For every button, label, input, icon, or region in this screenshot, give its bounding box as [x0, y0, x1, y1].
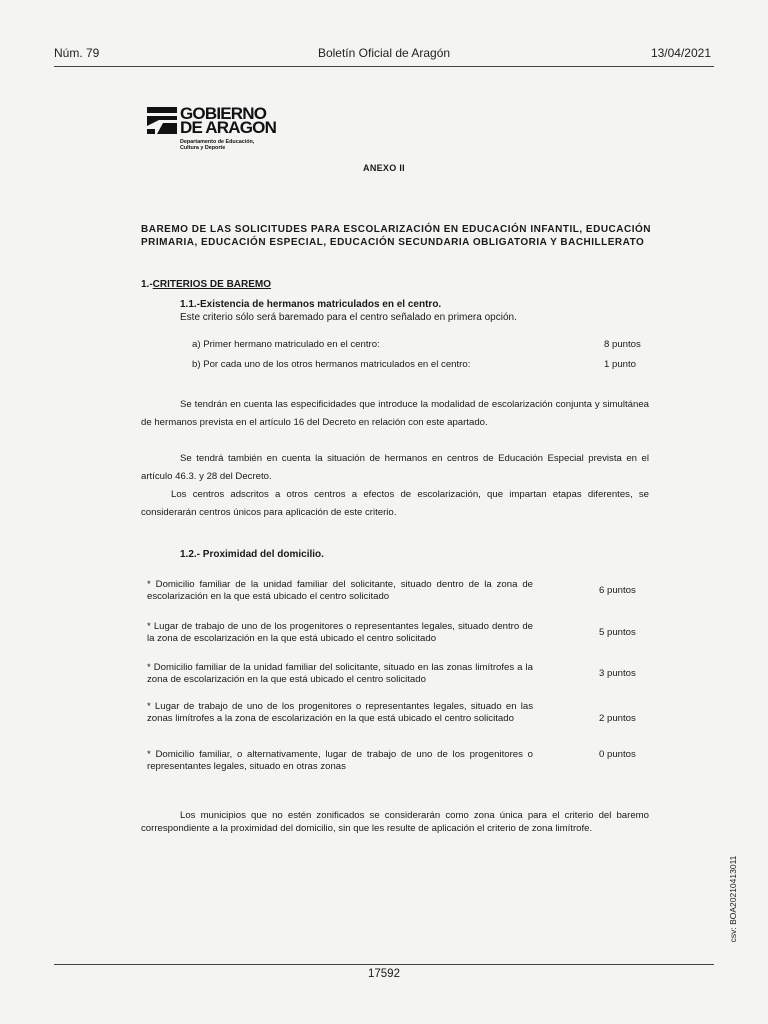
proximity-criterion: * Domicilio familiar de la unidad familiar del solicitante, situado dentro de la zona de escolarización en la que está ubicado el centro solicitado: [147, 579, 533, 602]
logo-dept-line-2: Cultura y Deporte: [180, 145, 226, 151]
logo-department: [180, 139, 254, 151]
document-title: BAREMO DE LAS SOLICITUDES PARA ESCOLARIZACIÓN EN EDUCACIÓN INFANTIL, EDUCACIÓN PRIMARIA, EDUCACIÓN ESPECIAL, EDUCACIÓN SECUNDARIA OBLIGATORIA Y BACHILLERATO: [141, 224, 651, 248]
paragraph: Se tendrán en cuenta las especificidades que introduce la modalidad de escolarización conjunta y simultánea de hermanos prevista en el artículo 16 del Decreto en relación con este apartado.: [141, 399, 649, 428]
logo-wordmark: [180, 104, 277, 137]
proximity-points: 0 puntos: [599, 749, 636, 760]
annex-title: ANEXO II: [363, 163, 405, 173]
section-1-number: 1.-: [141, 279, 153, 290]
points-row-label: a) Primer hermano matriculado en el centro:: [192, 339, 380, 350]
points-row: [192, 359, 652, 370]
closing-paragraph: Los municipios que no estén zonificados se considerarán como zona única para el criterio del baremo correspondiente a la proximidad del domicilio, sin que les resulte de aplicación el criterio de zona limítrofe.: [141, 810, 649, 834]
points-row-value: 8 puntos: [604, 339, 641, 350]
criterion-1-1-title: 1.1.-Existencia de hermanos matriculados en el centro.: [180, 299, 442, 310]
criterion-1-2-title: 1.2.- Proximidad del domicilio.: [180, 549, 324, 560]
section-1-heading: [141, 279, 271, 290]
points-row-value: 1 punto: [604, 359, 637, 370]
publication-title: Boletín Oficial de Aragón: [317, 46, 451, 60]
proximity-criterion: * Lugar de trabajo de uno de los progenitores o representantes legales, situado dentro de la zona de escolarización en la que está ubicado el centro solicitado: [147, 621, 533, 644]
proximity-criterion: * Domicilio familiar de la unidad familiar del solicitante, situado en las zonas limítrofes a la zona de escolarización en la que está ubicado el centro solicitado: [147, 662, 533, 685]
points-row-label: b) Por cada uno de los otros hermanos matriculados en el centro:: [192, 359, 471, 370]
csv-code-text: csv: BOA20210413011: [728, 855, 738, 943]
gobierno-aragon-logo: [147, 106, 287, 154]
aragon-emblem-icon: [147, 106, 177, 136]
proximity-points: 3 puntos: [599, 668, 636, 679]
logo-line-2: DE ARAGON: [180, 118, 277, 137]
proximity-criterion: * Domicilio familiar, o alternativamente, lugar de trabajo de uno de los progenitores o representantes legales, situado en otras zonas: [147, 749, 533, 772]
publication-date: 13/04/2021: [650, 46, 711, 60]
section-1-label: CRITERIOS DE BAREMO: [152, 279, 272, 290]
paragraph: Los centros adscritos a otros centros a efectos de escolarización, que impartan etapas diferentes, se considerarán centros únicos para aplicación de este criterio.: [141, 489, 649, 518]
paragraph: Se tendrá también en cuenta la situación de hermanos en centros de Educación Especial prevista en el artículo 46.3. y 28 del Decreto.: [141, 453, 649, 482]
footer-divider: [54, 964, 714, 965]
issue-number: Núm. 79: [54, 46, 100, 60]
proximity-points: 5 puntos: [599, 627, 636, 638]
proximity-criterion: * Lugar de trabajo de uno de los progenitores o representantes legales, situado en las zonas limítrofes a la zona de escolarización en la que está ubicado el centro solicitado: [147, 701, 533, 724]
csv-code: [727, 850, 739, 950]
page-number: 17592: [368, 968, 400, 980]
points-row: [192, 339, 652, 350]
logo-line-1: GOBIERNO: [180, 104, 267, 123]
header-divider: [54, 66, 714, 67]
logo-dept-line-1: Departamento de Educación,: [180, 139, 255, 145]
proximity-points: 2 puntos: [599, 713, 636, 724]
criterion-1-1-note: Este criterio sólo será baremado para el centro señalado en primera opción.: [180, 312, 517, 323]
proximity-points: 6 puntos: [599, 585, 636, 596]
